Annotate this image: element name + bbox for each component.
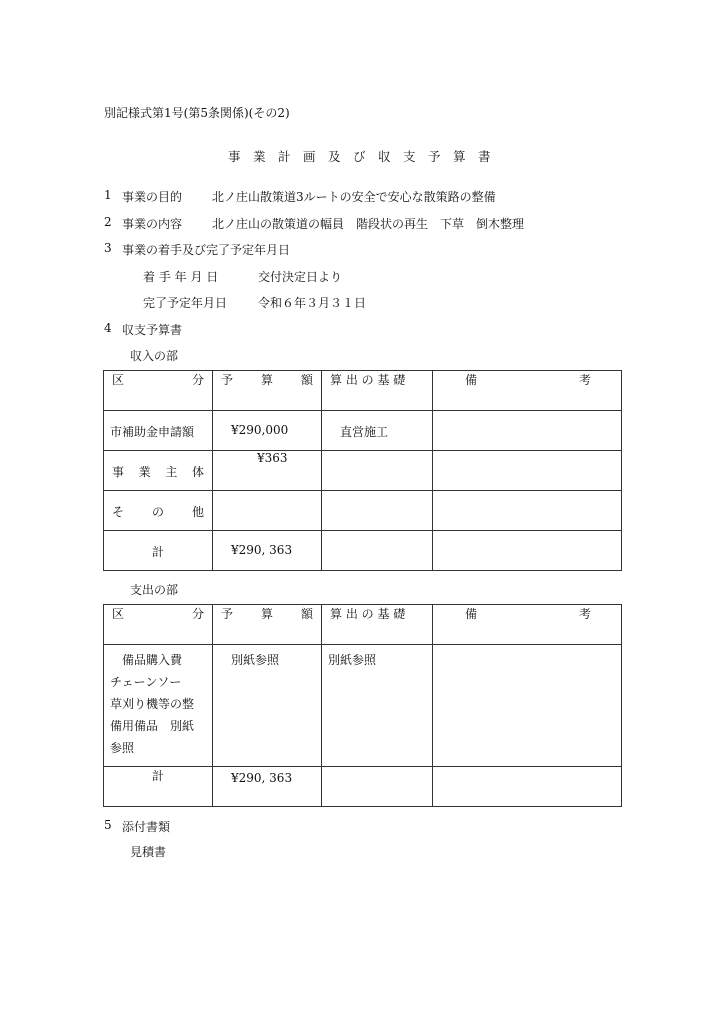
income-other-label-3: 他 bbox=[191, 505, 204, 519]
table-row bbox=[104, 411, 622, 451]
table-row bbox=[104, 531, 622, 571]
item-4-label: 収支予算書 bbox=[122, 323, 183, 337]
table-row bbox=[104, 767, 622, 807]
table-row bbox=[104, 451, 622, 491]
expense-section-label: 支出の部 bbox=[130, 583, 179, 597]
header-amount-a: 予 bbox=[221, 373, 234, 387]
header-category-b: 分 bbox=[191, 607, 204, 621]
header-category-a: 区 bbox=[112, 607, 125, 621]
income-basis: 直営施工 bbox=[340, 425, 389, 439]
income-total-label: 計 bbox=[151, 545, 164, 559]
item-5-number: 5 bbox=[104, 818, 112, 832]
expense-item-line: 備品購入費 bbox=[110, 653, 183, 667]
item-4-number: 4 bbox=[104, 321, 112, 335]
header-remarks-a: 備 bbox=[465, 607, 478, 621]
income-other-label-2: の bbox=[151, 505, 164, 519]
income-section-label: 収入の部 bbox=[130, 349, 179, 363]
income-operator-label-1: 事 bbox=[112, 465, 125, 479]
item-1-number: 1 bbox=[104, 188, 112, 202]
header-remarks-a: 備 bbox=[465, 373, 478, 387]
income-other-label-1: そ bbox=[112, 505, 125, 519]
income-operator-label-2: 業 bbox=[138, 465, 151, 479]
form-label: 別記様式第1号(第5条関係)(その2) bbox=[104, 106, 290, 120]
item-2-label: 事業の内容 bbox=[122, 217, 183, 231]
expense-table bbox=[103, 604, 622, 807]
item-3-number: 3 bbox=[104, 241, 112, 255]
income-table bbox=[103, 370, 622, 571]
item-1-label: 事業の目的 bbox=[122, 190, 183, 204]
end-date-label: 完了予定年月日 bbox=[143, 296, 228, 310]
item-2-number: 2 bbox=[104, 215, 112, 229]
expense-item-line: 参照 bbox=[110, 741, 135, 755]
item-1-value: 北ノ庄山散策道3ルートの安全で安心な散策路の整備 bbox=[212, 190, 496, 204]
header-basis: 算 出 の 基 礎 bbox=[330, 373, 406, 387]
expense-total-amount: ¥290, 363 bbox=[231, 771, 293, 785]
income-city-subsidy-label: 市補助金申請額 bbox=[110, 425, 195, 439]
start-date-label: 着 手 年 月 日 bbox=[143, 270, 219, 284]
income-city-subsidy-amount: ¥290,000 bbox=[231, 423, 289, 437]
header-amount-b: 算 bbox=[260, 607, 273, 621]
header-amount-c: 額 bbox=[300, 373, 313, 387]
attachment-item: 見積書 bbox=[130, 845, 167, 859]
expense-item-description bbox=[104, 645, 212, 759]
expense-item-line: 草刈り機等の整 bbox=[110, 697, 195, 711]
expense-item-line: 備用備品 別紙 bbox=[110, 719, 195, 733]
table-header-row bbox=[104, 605, 622, 645]
income-operator-label-4: 体 bbox=[191, 465, 204, 479]
header-remarks-b: 考 bbox=[578, 607, 591, 621]
header-remarks-b: 考 bbox=[578, 373, 591, 387]
header-amount-c: 額 bbox=[300, 607, 313, 621]
end-date-value: 令和６年３月３１日 bbox=[258, 296, 367, 310]
expense-total-label: 計 bbox=[151, 769, 164, 783]
start-date-value: 交付決定日より bbox=[258, 270, 343, 284]
income-total-amount: ¥290, 363 bbox=[231, 543, 293, 557]
item-5-label: 添付書類 bbox=[122, 820, 171, 834]
header-category-b: 分 bbox=[191, 373, 204, 387]
header-basis: 算 出 の 基 礎 bbox=[330, 607, 406, 621]
income-operator-label-3: 主 bbox=[165, 465, 178, 479]
header-amount-b: 算 bbox=[260, 373, 273, 387]
expense-item-line: チェーンソー bbox=[110, 675, 182, 689]
table-row bbox=[104, 491, 622, 531]
table-header-row bbox=[104, 371, 622, 411]
income-operator-amount: ¥363 bbox=[257, 451, 288, 465]
item-3-label: 事業の着手及び完了予定年月日 bbox=[122, 243, 291, 257]
header-amount-a: 予 bbox=[221, 607, 234, 621]
expense-item-amount: 別紙参照 bbox=[231, 653, 280, 667]
document-title: 事 業 計 画 及 び 収 支 予 算 書 bbox=[228, 149, 491, 164]
table-row bbox=[104, 645, 622, 767]
item-2-value: 北ノ庄山の散策道の幅員 階段状の再生 下草 倒木整理 bbox=[212, 217, 525, 231]
expense-item-basis: 別紙参照 bbox=[328, 653, 377, 667]
header-category-a: 区 bbox=[112, 373, 125, 387]
